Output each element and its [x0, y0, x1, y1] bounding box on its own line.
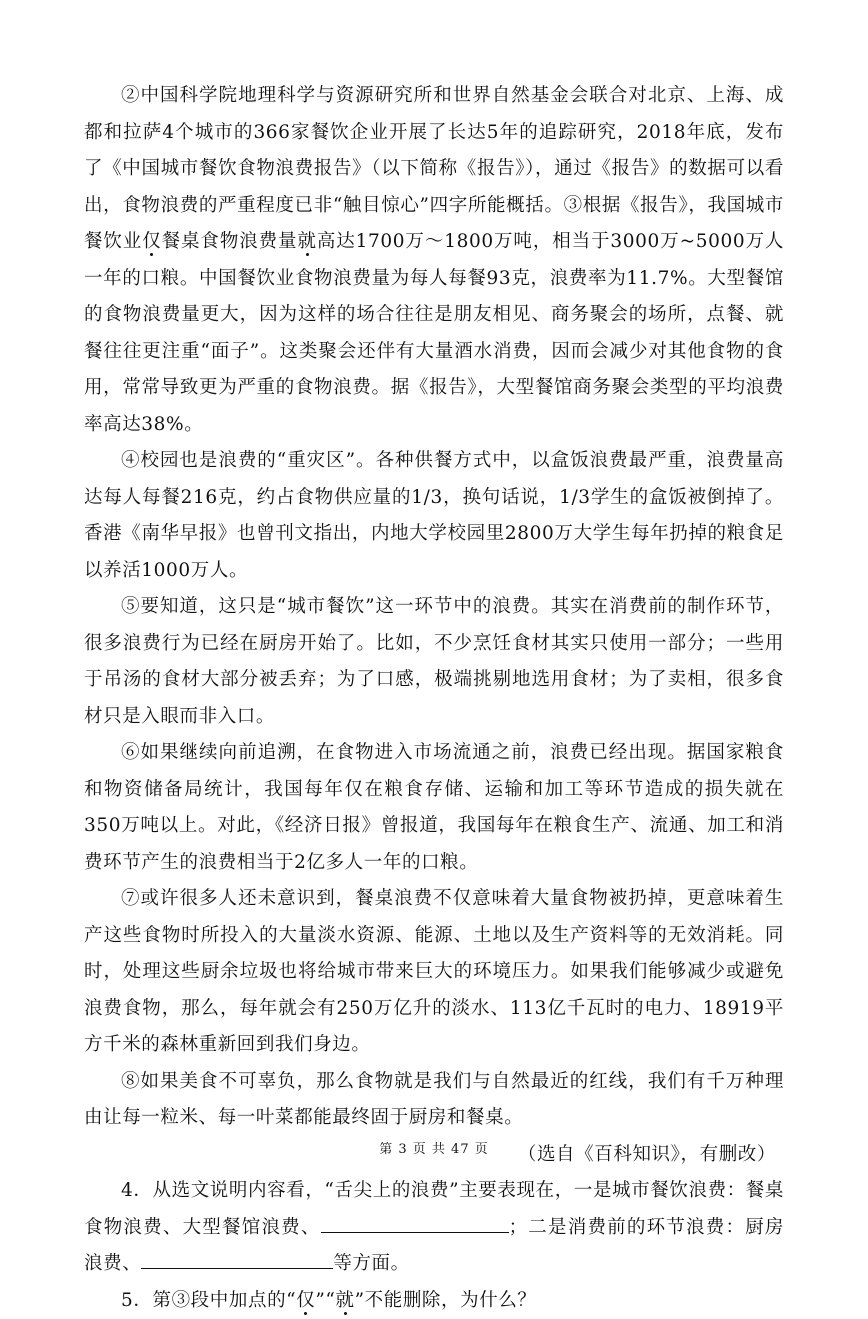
- question-4: [84, 1173, 784, 1283]
- answer-blank-1[interactable]: [321, 1212, 509, 1233]
- paragraph-2-text: ②中国科学院地理科学与资源研究所和世界自然基金会联合对北京、上海、成都和拉萨4个城市的366家餐饮企业开展了长达5年的追踪研究，2018年底，发布了《中国城市餐饮食物浪费报告》（以下简称《报告》），通过《报告》的数据可以看出，食物浪费的严重程度已非“触目惊心”四字所能概括。: [84, 85, 784, 216]
- source-citation: （选自《百科知识》，有删改）: [84, 1137, 784, 1174]
- question-4-text-3: 等方面。: [333, 1253, 409, 1274]
- question-4-text-2: ；二是消费前的环节浪费：厨房浪费、: [84, 1217, 784, 1275]
- paragraph-3-rest: 高达1700万～1800万吨，相当于3000万~5000万人一年的口粮。中国餐饮业食物浪费量为每人每餐93克，浪费率为11.7%。大型餐馆的食物浪费量更大，因为这样的场合往往是朋友相见、商务聚会的场所，点餐、就餐往往更注重“面子”。这类聚会还伴有大量酒水消费，因而会减少对其他食物的食用，常常导致更为严重的食物浪费。据《报告》，大型餐馆商务聚会类型的平均浪费率高达38%。: [84, 231, 784, 435]
- paragraph-8: ⑧如果美食不可辜负，那么食物就是我们与自然最近的红线，我们有千万种理由让每一粒米、每一叶菜都能最终固于厨房和餐桌。: [84, 1064, 784, 1137]
- question-5-dot-ren: 仅: [296, 1290, 315, 1311]
- answer-blank-2[interactable]: [141, 1248, 333, 1269]
- paragraph-3-start: ③根据《报告》，我国城市餐饮业: [84, 195, 784, 253]
- emphasis-dot-jiu: 就: [297, 231, 316, 252]
- question-4-text: 4．从选文说明内容看，“舌尖上的浪费”主要表现在，一是城市餐饮浪费：餐桌食物浪费、大型餐馆浪费、: [84, 1180, 784, 1238]
- paragraph-7: ⑦或许很多人还未意识到，餐桌浪费不仅意味着大量食物被扔掉，更意味着生产这些食物时所投入的大量淡水资源、能源、土地以及生产资料等的无效消耗。同时，处理这些厨余垃圾也将给城市带来巨大的环境压力。如果我们能够减少或避免浪费食物，那么，每年就会有250万亿升的淡水、113亿千瓦时的电力、18919平方千米的森林重新回到我们身边。: [84, 881, 784, 1064]
- page-footer: 第 3 页 共 47 页: [0, 1138, 868, 1157]
- article-body: [84, 78, 784, 1319]
- paragraph-2: [84, 78, 784, 443]
- paragraph-6: ⑥如果继续向前追溯，在食物进入市场流通之前，浪费已经出现。据国家粮食和物资储备局统计，我国每年仅在粮食存储、运输和加工等环节造成的损失就在350万吨以上。对此，《经济日报》曾报道，我国每年在粮食生产、流通、加工和消费环节产生的浪费相当于2亿多人一年的口粮。: [84, 735, 784, 881]
- question-5-quote-sep: ”“: [315, 1290, 335, 1311]
- emphasis-dot-ren: 仅: [142, 231, 161, 252]
- paragraph-4: ④校园也是浪费的“重灾区”。各种供餐方式中，以盒饭浪费最严重，浪费量高达每人每餐216克，约占食物供应量的1/3，换句话说，1/3学生的盒饭被倒掉了。香港《南华早报》也曾刊文指出，内地大学校园里2800万大学生每年扔掉的粮食足以养活1000万人。: [84, 443, 784, 589]
- question-5-text: 5．第③段中加点的“: [121, 1290, 296, 1311]
- question-5-dot-jiu: 就: [335, 1290, 354, 1311]
- question-5: [84, 1283, 784, 1319]
- paragraph-5: ⑤要知道，这只是“城市餐饮”这一环节中的浪费。其实在消费前的制作环节，很多浪费行为已经在厨房开始了。比如，不少烹饪食材其实只使用一部分；一些用于吊汤的食材大部分被丢弃；为了口感，极端挑剔地选用食材；为了卖相，很多食材只是入眼而非入口。: [84, 589, 784, 735]
- question-5-text-2: ”不能删除，为什么？: [355, 1290, 537, 1311]
- paragraph-3-mid: 餐桌食物浪费量: [162, 231, 298, 252]
